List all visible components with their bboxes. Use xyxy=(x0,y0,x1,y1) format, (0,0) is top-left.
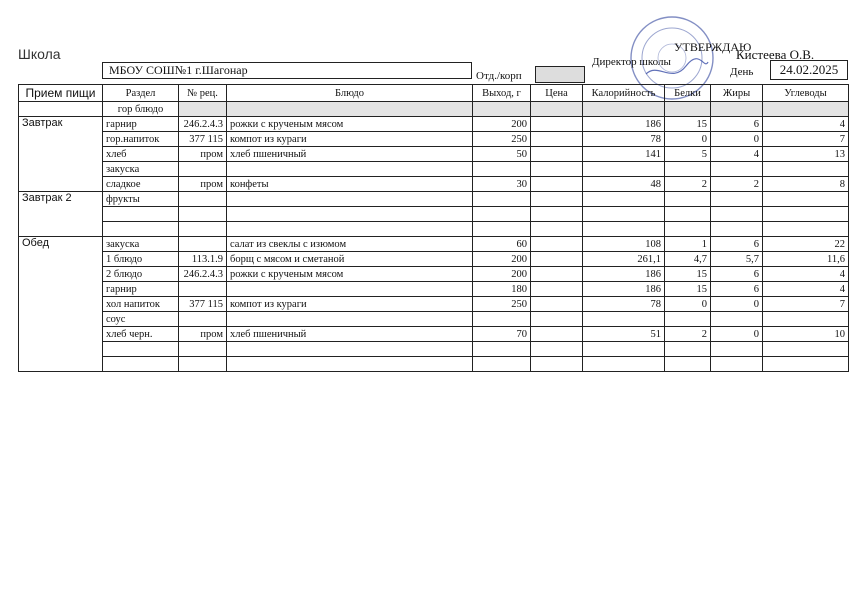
kcal-cell: 186 xyxy=(583,117,665,132)
section-cell: соус xyxy=(103,312,179,327)
dish-cell xyxy=(227,342,473,357)
protein-cell: 15 xyxy=(665,117,711,132)
dish-cell: рожки с крученым мясом xyxy=(227,117,473,132)
output-cell: 50 xyxy=(473,147,531,162)
fat-cell: 4 xyxy=(711,147,763,162)
recipe-cell xyxy=(179,222,227,237)
subheader-row xyxy=(19,102,849,117)
price-cell xyxy=(531,342,583,357)
output-cell: 180 xyxy=(473,282,531,297)
price-cell xyxy=(531,327,583,342)
protein-cell: 15 xyxy=(665,282,711,297)
section-cell: закуска xyxy=(103,237,179,252)
table-row xyxy=(19,357,849,372)
price-cell xyxy=(531,267,583,282)
protein-cell: 2 xyxy=(665,327,711,342)
header-row xyxy=(19,85,849,102)
output-cell: 200 xyxy=(473,117,531,132)
section-cell: сладкое xyxy=(103,177,179,192)
carbs-cell xyxy=(763,222,849,237)
price-cell xyxy=(531,207,583,222)
recipe-cell: 246.2.4.3 xyxy=(179,117,227,132)
fat-cell xyxy=(711,162,763,177)
kcal-cell: 48 xyxy=(583,177,665,192)
fat-cell: 6 xyxy=(711,237,763,252)
fat-cell: 6 xyxy=(711,117,763,132)
recipe-cell xyxy=(179,192,227,207)
fat-cell: 0 xyxy=(711,297,763,312)
table-row xyxy=(19,237,849,252)
protein-cell: 0 xyxy=(665,297,711,312)
recipe-cell xyxy=(179,342,227,357)
table-row xyxy=(19,327,849,342)
fat-cell: 2 xyxy=(711,177,763,192)
protein-cell: 2 xyxy=(665,177,711,192)
otd-field xyxy=(535,66,585,83)
col-header-kcal: Калорийность xyxy=(583,85,665,102)
table-row xyxy=(19,192,849,207)
fat-cell: 0 xyxy=(711,327,763,342)
recipe-cell: пром xyxy=(179,177,227,192)
dish-cell: салат из свеклы с изюмом xyxy=(227,237,473,252)
output-cell: 250 xyxy=(473,297,531,312)
dish-cell xyxy=(227,282,473,297)
kcal-cell xyxy=(583,162,665,177)
carbs-cell: 10 xyxy=(763,327,849,342)
table-row xyxy=(19,132,849,147)
recipe-cell xyxy=(179,282,227,297)
col-header-section: Раздел xyxy=(103,85,179,102)
table-row xyxy=(19,177,849,192)
kcal-cell: 141 xyxy=(583,147,665,162)
col-header-price: Цена xyxy=(531,85,583,102)
dish-cell: рожки с крученым мясом xyxy=(227,267,473,282)
kcal-cell xyxy=(583,312,665,327)
dish-cell xyxy=(227,162,473,177)
output-cell xyxy=(473,192,531,207)
section-cell: 1 блюдо xyxy=(103,252,179,267)
section-cell: хлеб xyxy=(103,147,179,162)
price-cell xyxy=(531,252,583,267)
section-cell: закуска xyxy=(103,162,179,177)
carbs-cell: 7 xyxy=(763,132,849,147)
section-cell: гарнир xyxy=(103,117,179,132)
kcal-cell: 108 xyxy=(583,237,665,252)
col-header-output: Выход, г xyxy=(473,85,531,102)
output-cell: 250 xyxy=(473,132,531,147)
section-cell xyxy=(103,207,179,222)
price-cell xyxy=(531,237,583,252)
kcal-cell xyxy=(583,357,665,372)
recipe-cell: 377 115 xyxy=(179,297,227,312)
carbs-cell: 7 xyxy=(763,297,849,312)
carbs-cell xyxy=(763,312,849,327)
carbs-cell xyxy=(763,342,849,357)
recipe-cell: 246.2.4.3 xyxy=(179,267,227,282)
section-cell xyxy=(103,342,179,357)
carbs-cell: 22 xyxy=(763,237,849,252)
recipe-cell xyxy=(179,357,227,372)
fat-cell: 5,7 xyxy=(711,252,763,267)
carbs-cell: 13 xyxy=(763,147,849,162)
protein-cell: 4,7 xyxy=(665,252,711,267)
section-cell xyxy=(103,222,179,237)
meal-name: Завтрак 2 xyxy=(19,192,103,237)
protein-cell: 1 xyxy=(665,237,711,252)
section-cell: хлеб черн. xyxy=(103,327,179,342)
table-row xyxy=(19,342,849,357)
price-cell xyxy=(531,282,583,297)
protein-cell xyxy=(665,357,711,372)
kcal-cell: 78 xyxy=(583,132,665,147)
subheader-hot-dish: гор блюдо xyxy=(103,102,179,117)
protein-cell: 0 xyxy=(665,132,711,147)
table-row xyxy=(19,162,849,177)
carbs-cell: 4 xyxy=(763,117,849,132)
table-row xyxy=(19,252,849,267)
recipe-cell xyxy=(179,162,227,177)
recipe-cell xyxy=(179,207,227,222)
price-cell xyxy=(531,177,583,192)
output-cell xyxy=(473,207,531,222)
date-field: 24.02.2025 xyxy=(770,60,848,80)
director-label: Директор школы xyxy=(592,56,671,68)
table-row xyxy=(19,207,849,222)
dish-cell xyxy=(227,357,473,372)
table-row xyxy=(19,267,849,282)
approve-label: УТВЕРЖДАЮ xyxy=(674,40,752,54)
protein-cell xyxy=(665,312,711,327)
table-row xyxy=(19,282,849,297)
output-cell xyxy=(473,312,531,327)
fat-cell: 0 xyxy=(711,132,763,147)
carbs-cell: 4 xyxy=(763,282,849,297)
kcal-cell xyxy=(583,222,665,237)
table-row xyxy=(19,297,849,312)
price-cell xyxy=(531,192,583,207)
protein-cell xyxy=(665,342,711,357)
carbs-cell: 8 xyxy=(763,177,849,192)
fat-cell xyxy=(711,342,763,357)
recipe-cell: 113.1.9 xyxy=(179,252,227,267)
fat-cell xyxy=(711,357,763,372)
col-header-carbs: Углеводы xyxy=(763,85,849,102)
fat-cell: 6 xyxy=(711,267,763,282)
carbs-cell xyxy=(763,162,849,177)
protein-cell: 15 xyxy=(665,267,711,282)
dish-cell: компот из кураги xyxy=(227,132,473,147)
carbs-cell xyxy=(763,207,849,222)
dish-cell: компот из кураги xyxy=(227,297,473,312)
fat-cell xyxy=(711,222,763,237)
dish-cell: борщ с мясом и сметаной xyxy=(227,252,473,267)
dish-cell xyxy=(227,312,473,327)
table-row xyxy=(19,312,849,327)
kcal-cell xyxy=(583,342,665,357)
table-row xyxy=(19,147,849,162)
section-cell: фрукты xyxy=(103,192,179,207)
carbs-cell xyxy=(763,357,849,372)
col-header-recipe: № рец. xyxy=(179,85,227,102)
kcal-cell xyxy=(583,207,665,222)
day-label: День xyxy=(730,66,754,78)
protein-cell: 5 xyxy=(665,147,711,162)
output-cell: 200 xyxy=(473,252,531,267)
kcal-cell: 186 xyxy=(583,282,665,297)
table-row xyxy=(19,117,849,132)
protein-cell xyxy=(665,207,711,222)
fat-cell: 6 xyxy=(711,282,763,297)
recipe-cell xyxy=(179,237,227,252)
otd-label: Отд./корп xyxy=(476,70,522,82)
price-cell xyxy=(531,357,583,372)
table-row xyxy=(19,222,849,237)
recipe-cell xyxy=(179,312,227,327)
output-cell xyxy=(473,222,531,237)
school-label: Школа xyxy=(18,46,61,62)
dish-cell: хлеб пшеничный xyxy=(227,147,473,162)
output-cell: 60 xyxy=(473,237,531,252)
dish-cell xyxy=(227,207,473,222)
fat-cell xyxy=(711,192,763,207)
kcal-cell: 261,1 xyxy=(583,252,665,267)
carbs-cell: 4 xyxy=(763,267,849,282)
carbs-cell: 11,6 xyxy=(763,252,849,267)
recipe-cell: пром xyxy=(179,147,227,162)
protein-cell xyxy=(665,222,711,237)
director-name: Кистеева О.В. xyxy=(736,47,815,62)
col-header-meal: Прием пищи xyxy=(19,85,103,102)
fat-cell xyxy=(711,207,763,222)
section-cell: хол напиток xyxy=(103,297,179,312)
output-cell: 70 xyxy=(473,327,531,342)
price-cell xyxy=(531,222,583,237)
price-cell xyxy=(531,117,583,132)
section-cell: гор.напиток xyxy=(103,132,179,147)
section-cell: гарнир xyxy=(103,282,179,297)
section-cell xyxy=(103,357,179,372)
output-cell: 200 xyxy=(473,267,531,282)
kcal-cell: 186 xyxy=(583,267,665,282)
output-cell xyxy=(473,357,531,372)
protein-cell xyxy=(665,162,711,177)
school-name-field: МБОУ СОШ№1 г.Шагонар xyxy=(102,62,472,79)
price-cell xyxy=(531,312,583,327)
menu-table xyxy=(18,84,849,372)
fat-cell xyxy=(711,312,763,327)
output-cell xyxy=(473,162,531,177)
col-header-protein: Белки xyxy=(665,85,711,102)
price-cell xyxy=(531,297,583,312)
protein-cell xyxy=(665,192,711,207)
col-header-dish: Блюдо xyxy=(227,85,473,102)
output-cell: 30 xyxy=(473,177,531,192)
dish-cell xyxy=(227,222,473,237)
dish-cell xyxy=(227,192,473,207)
recipe-cell: пром xyxy=(179,327,227,342)
recipe-cell: 377 115 xyxy=(179,132,227,147)
meal-name: Завтрак xyxy=(19,117,103,192)
price-cell xyxy=(531,132,583,147)
dish-cell: хлеб пшеничный xyxy=(227,327,473,342)
price-cell xyxy=(531,147,583,162)
kcal-cell: 78 xyxy=(583,297,665,312)
col-header-fat: Жиры xyxy=(711,85,763,102)
dish-cell: конфеты xyxy=(227,177,473,192)
meal-name: Обед xyxy=(19,237,103,372)
section-cell: 2 блюдо xyxy=(103,267,179,282)
output-cell xyxy=(473,342,531,357)
carbs-cell xyxy=(763,192,849,207)
kcal-cell xyxy=(583,192,665,207)
kcal-cell: 51 xyxy=(583,327,665,342)
price-cell xyxy=(531,162,583,177)
